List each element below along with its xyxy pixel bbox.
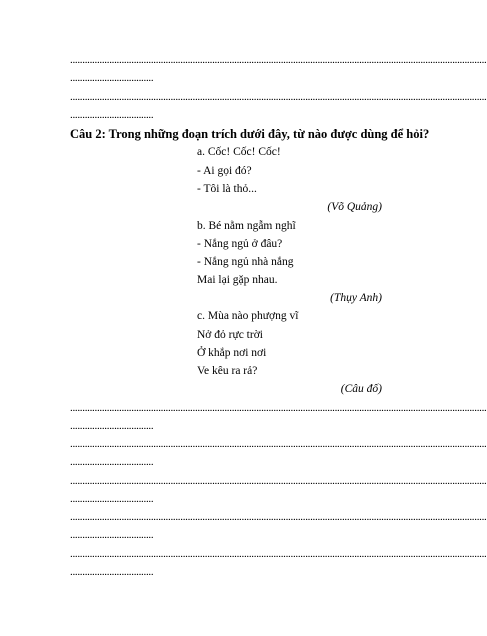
excerpt-c-line: c. Mùa nào phượng vĩ <box>197 310 299 322</box>
answer-line: .......................................................................................................................................................................... <box>70 402 487 414</box>
excerpt-b-source: (Thụy Anh) <box>330 292 382 304</box>
excerpt-b-line: - Nắng ngủ nhà nắng <box>197 256 294 268</box>
excerpt-c-line: Nở đỏ rực trời <box>197 329 263 341</box>
excerpt-c-source: (Câu đố) <box>340 383 382 395</box>
question-heading: Câu 2: Trong những đoạn trích dưới đây, từ nào được dùng để hỏi? <box>70 127 430 141</box>
answer-line: .......................................................................................................................................................................... <box>70 475 487 487</box>
answer-line-continuation: .................................. <box>70 456 154 468</box>
excerpt-c-line: Ve kêu ra rả? <box>197 365 258 377</box>
answer-line: .......................................................................................................................................................................... <box>70 438 487 450</box>
answer-line-continuation: .................................. <box>70 420 154 432</box>
excerpt-a-line: - Ai gọi đó? <box>197 165 252 177</box>
excerpt-a-source: (Võ Quảng) <box>327 201 382 213</box>
excerpt-c-line: Ở khắp nơi nơi <box>197 347 267 359</box>
answer-line: .......................................................................................................................................................................... <box>70 54 487 66</box>
excerpt-a-line: a. Cốc! Cốc! Cốc! <box>197 146 281 158</box>
answer-line: .......................................................................................................................................................................... <box>70 548 487 560</box>
excerpt-a-line: - Tôi là thỏ... <box>197 183 257 195</box>
answer-line-continuation: .................................. <box>70 109 154 121</box>
excerpt-b-line: - Nắng ngủ ở đâu? <box>197 238 283 250</box>
answer-line-continuation: .................................. <box>70 72 154 84</box>
excerpt-b-line: Mai lại gặp nhau. <box>197 274 278 286</box>
answer-line: .......................................................................................................................................................................... <box>70 511 487 523</box>
excerpt-b-line: b. Bé nằm ngẫm nghĩ <box>197 220 296 232</box>
answer-line: .......................................................................................................................................................................... <box>70 91 487 103</box>
answer-line-continuation: .................................. <box>70 566 154 578</box>
answer-line-continuation: .................................. <box>70 493 154 505</box>
answer-line-continuation: .................................. <box>70 529 154 541</box>
